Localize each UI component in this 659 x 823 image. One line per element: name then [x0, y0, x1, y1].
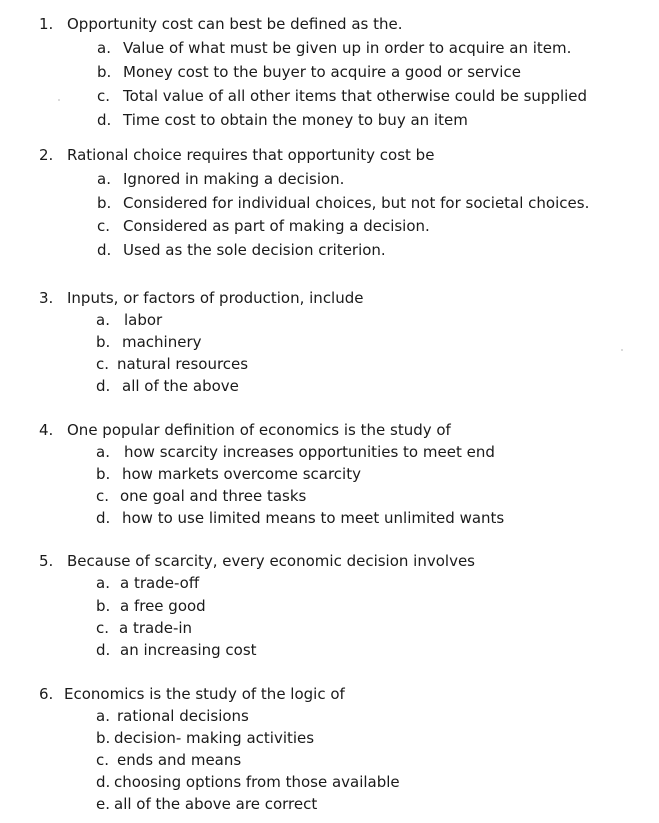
option-text: one goal and three tasks [120, 487, 307, 505]
option-3d [96, 376, 239, 396]
option-text: Considered as part of making a decision. [123, 217, 430, 235]
option-letter: b. [97, 194, 112, 212]
option-letter: d. [97, 111, 112, 129]
question-3 [39, 288, 363, 308]
question-1 [39, 14, 403, 34]
question-number: 4. [39, 421, 54, 439]
scan-speck [58, 99, 60, 101]
option-text: a trade-in [119, 619, 193, 637]
option-6a [96, 706, 249, 726]
option-text: decision- making activities [114, 729, 315, 747]
option-letter: d. [96, 509, 111, 527]
option-text: all of the above are correct [114, 795, 318, 813]
question-number: 6. [39, 685, 54, 703]
option-text: rational decisions [117, 707, 249, 725]
option-2a [97, 169, 344, 189]
option-1d [97, 110, 468, 130]
option-letter: c. [97, 87, 111, 105]
question-text: One popular definition of economics is the study of [67, 421, 451, 439]
question-5 [39, 551, 475, 571]
option-letter: c. [96, 751, 110, 769]
option-3c [96, 354, 248, 374]
option-letter: a. [96, 443, 110, 461]
option-letter: c. [96, 619, 110, 637]
option-letter: a. [96, 574, 110, 592]
question-text: Inputs, or factors of production, include [67, 289, 364, 307]
option-6d [96, 772, 400, 792]
option-1a [97, 38, 571, 58]
option-text: all of the above [122, 377, 239, 395]
option-5c [96, 618, 192, 638]
option-letter: b. [96, 729, 111, 747]
option-text: machinery [122, 333, 202, 351]
option-letter: b. [96, 465, 111, 483]
option-text: Used as the sole decision criterion. [123, 241, 386, 259]
option-2b [97, 193, 589, 213]
option-1b [97, 62, 521, 82]
option-letter: d. [96, 377, 111, 395]
option-text: how to use limited means to meet unlimited wants [122, 509, 505, 527]
option-6c [96, 750, 241, 770]
question-number: 5. [39, 552, 54, 570]
option-text: ends and means [117, 751, 242, 769]
option-letter: d. [96, 773, 111, 791]
option-2d [97, 240, 386, 260]
option-text: labor [124, 311, 163, 329]
option-text: choosing options from those available [114, 773, 400, 791]
option-letter: b. [97, 63, 112, 81]
option-text: Considered for individual choices, but not for societal choices. [123, 194, 590, 212]
option-letter: b. [96, 597, 111, 615]
question-text: Opportunity cost can best be defined as the. [67, 15, 403, 33]
option-text: Total value of all other items that otherwise could be supplied [123, 87, 588, 105]
option-5a [96, 573, 199, 593]
option-3b [96, 332, 202, 352]
option-6b [96, 728, 314, 748]
option-1c [97, 86, 587, 106]
option-2c [97, 216, 430, 236]
option-5b [96, 596, 206, 616]
question-2 [39, 145, 434, 165]
option-4d [96, 508, 504, 528]
option-letter: d. [97, 241, 112, 259]
question-6 [39, 684, 345, 704]
question-number: 2. [39, 146, 54, 164]
question-number: 1. [39, 15, 54, 33]
option-letter: b. [96, 333, 111, 351]
question-4 [39, 420, 451, 440]
option-4c [96, 486, 306, 506]
option-letter: c. [96, 355, 110, 373]
question-text: Economics is the study of the logic of [64, 685, 345, 703]
option-text: Value of what must be given up in order to acquire an item. [123, 39, 572, 57]
option-6e [96, 794, 317, 814]
option-letter: c. [96, 487, 110, 505]
option-text: an increasing cost [120, 641, 257, 659]
option-text: natural resources [117, 355, 249, 373]
option-letter: e. [96, 795, 110, 813]
question-text: Rational choice requires that opportunity cost be [67, 146, 435, 164]
option-4a [96, 442, 495, 462]
option-text: Ignored in making a decision. [123, 170, 345, 188]
option-text: how scarcity increases opportunities to meet end [124, 443, 495, 461]
option-letter: a. [97, 39, 111, 57]
option-4b [96, 464, 361, 484]
option-letter: d. [96, 641, 111, 659]
option-5d [96, 640, 257, 660]
question-text: Because of scarcity, every economic decision involves [67, 552, 475, 570]
option-text: how markets overcome scarcity [122, 465, 361, 483]
question-number: 3. [39, 289, 54, 307]
option-text: Time cost to obtain the money to buy an item [123, 111, 468, 129]
option-letter: a. [96, 707, 110, 725]
option-text: a trade-off [120, 574, 200, 592]
scan-speck [621, 349, 623, 351]
option-3a [96, 310, 162, 330]
option-text: Money cost to the buyer to acquire a good or service [123, 63, 521, 81]
option-text: a free good [120, 597, 206, 615]
option-letter: c. [97, 217, 111, 235]
option-letter: a. [97, 170, 111, 188]
option-letter: a. [96, 311, 110, 329]
